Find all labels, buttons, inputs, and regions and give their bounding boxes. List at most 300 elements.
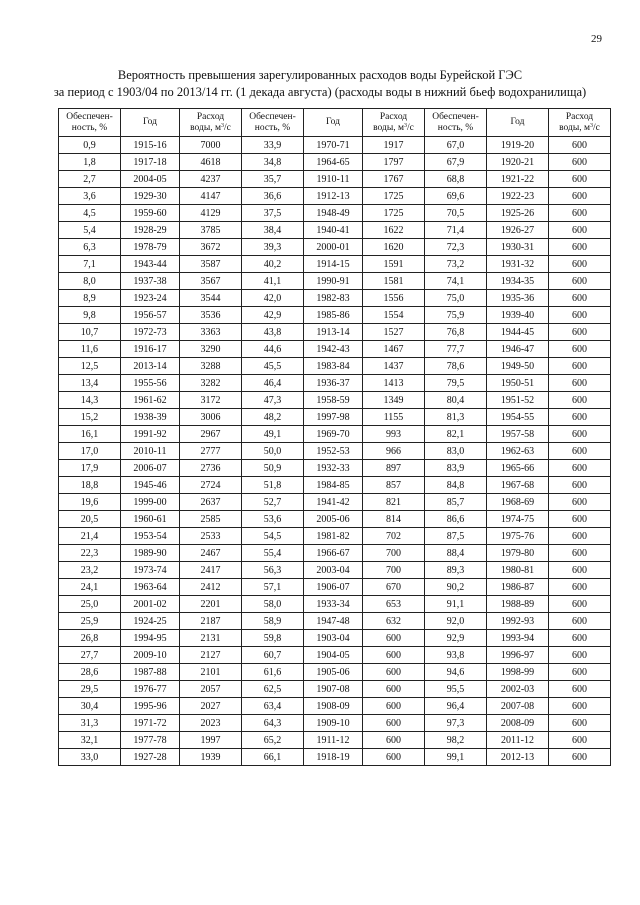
year-cell: 1950-51 [487,375,549,392]
year-cell: 1941-42 [304,494,363,511]
probability-cell: 32,1 [59,732,121,749]
flow-cell: 857 [363,477,425,494]
probability-cell: 1,8 [59,154,121,171]
probability-cell: 28,6 [59,664,121,681]
flow-cell: 600 [549,341,611,358]
flow-cell: 1620 [363,239,425,256]
probability-cell: 50,0 [242,443,304,460]
probability-cell: 57,1 [242,579,304,596]
probability-cell: 35,7 [242,171,304,188]
flow-cell: 4618 [180,154,242,171]
flow-cell: 3587 [180,256,242,273]
year-cell: 1996-97 [487,647,549,664]
year-cell: 1942-43 [304,341,363,358]
flow-cell: 600 [549,528,611,545]
table-body [59,137,611,766]
header-flow: Расход воды, $м^3/с$ [549,109,611,137]
probability-cell: 69,6 [425,188,487,205]
year-cell: 1932-33 [304,460,363,477]
flow-cell: 600 [549,579,611,596]
table-row [59,426,611,443]
probability-cell: 94,6 [425,664,487,681]
year-cell: 2010-11 [121,443,180,460]
flow-cell: 4237 [180,171,242,188]
table-header-row [59,109,611,137]
year-cell: 1968-69 [487,494,549,511]
flow-cell: 3282 [180,375,242,392]
probability-cell: 89,3 [425,562,487,579]
probability-cell: 54,5 [242,528,304,545]
year-cell: 1937-38 [121,273,180,290]
year-cell: 1952-53 [304,443,363,460]
flow-cell: 600 [549,324,611,341]
year-cell: 1995-96 [121,698,180,715]
probability-cell: 42,0 [242,290,304,307]
year-cell: 1997-98 [304,409,363,426]
probability-cell: 81,3 [425,409,487,426]
year-cell: 1957-58 [487,426,549,443]
probability-cell: 98,2 [425,732,487,749]
table-row [59,494,611,511]
probability-cell: 33,9 [242,137,304,154]
flow-cell: 3544 [180,290,242,307]
flow-cell: 600 [549,511,611,528]
probability-cell: 39,3 [242,239,304,256]
year-cell: 1908-09 [304,698,363,715]
probability-cell: 51,8 [242,477,304,494]
year-cell: 1998-99 [487,664,549,681]
probability-cell: 33,0 [59,749,121,766]
probability-cell: 6,3 [59,239,121,256]
flow-cell: 1725 [363,188,425,205]
flow-cell: 1917 [363,137,425,154]
flow-cell: 600 [549,239,611,256]
flow-cell: 600 [549,137,611,154]
flow-cell: 1797 [363,154,425,171]
flow-cell: 600 [549,596,611,613]
table-row [59,256,611,273]
flow-cell: 600 [549,205,611,222]
year-cell: 1940-41 [304,222,363,239]
year-cell: 1984-85 [304,477,363,494]
flow-cell: 600 [549,188,611,205]
year-cell: 1967-68 [487,477,549,494]
flow-cell: 2467 [180,545,242,562]
year-cell: 2011-12 [487,732,549,749]
flow-cell: 600 [549,749,611,766]
table-row [59,341,611,358]
flow-cell: 3672 [180,239,242,256]
flow-cell: 1413 [363,375,425,392]
probability-cell: 13,4 [59,375,121,392]
year-cell: 1924-25 [121,613,180,630]
probability-cell: 67,9 [425,154,487,171]
probability-cell: 10,7 [59,324,121,341]
flow-cell: 966 [363,443,425,460]
probability-cell: 34,8 [242,154,304,171]
probability-cell: 74,1 [425,273,487,290]
probability-cell: 20,5 [59,511,121,528]
flow-cell: 600 [363,698,425,715]
flow-cell: 1467 [363,341,425,358]
probability-cell: 90,2 [425,579,487,596]
probability-cell: 68,8 [425,171,487,188]
header-probability: Обеспечен- ность, % [242,109,304,137]
probability-cell: 17,9 [59,460,121,477]
probability-cell: 92,9 [425,630,487,647]
probability-cell: 80,4 [425,392,487,409]
year-cell: 1906-07 [304,579,363,596]
year-cell: 1935-36 [487,290,549,307]
flow-cell: 1349 [363,392,425,409]
header-flow: Расход воды, $м^3/с$ [363,109,425,137]
year-cell: 1965-66 [487,460,549,477]
flow-cell: 600 [549,613,611,630]
probability-cell: 85,7 [425,494,487,511]
table-row [59,681,611,698]
year-cell: 1992-93 [487,613,549,630]
flow-cell: 2023 [180,715,242,732]
year-cell: 1904-05 [304,647,363,664]
flow-cell: 3172 [180,392,242,409]
probability-cell: 86,6 [425,511,487,528]
table-row [59,545,611,562]
probability-cell: 62,5 [242,681,304,698]
table-row [59,324,611,341]
probability-cell: 11,6 [59,341,121,358]
probability-cell: 63,4 [242,698,304,715]
year-cell: 1919-20 [487,137,549,154]
year-cell: 1905-06 [304,664,363,681]
probability-cell: 83,0 [425,443,487,460]
flow-cell: 600 [549,222,611,239]
probability-cell: 42,9 [242,307,304,324]
probability-cell: 56,3 [242,562,304,579]
year-cell: 1910-11 [304,171,363,188]
year-cell: 1979-80 [487,545,549,562]
probability-cell: 2,7 [59,171,121,188]
year-cell: 1939-40 [487,307,549,324]
table-row [59,630,611,647]
flow-cell: 600 [549,647,611,664]
probability-cell: 15,2 [59,409,121,426]
flow-cell: 600 [549,460,611,477]
year-cell: 1907-08 [304,681,363,698]
probability-cell: 61,6 [242,664,304,681]
year-cell: 1936-37 [304,375,363,392]
flow-cell: 3290 [180,341,242,358]
flow-cell: 2101 [180,664,242,681]
year-cell: 1977-78 [121,732,180,749]
year-cell: 1948-49 [304,205,363,222]
table-row [59,562,611,579]
probability-cell: 12,5 [59,358,121,375]
probability-cell: 26,8 [59,630,121,647]
flow-cell: 600 [363,664,425,681]
flow-cell: 1939 [180,749,242,766]
flow-cell: 993 [363,426,425,443]
flow-cell: 600 [549,171,611,188]
probability-cell: 59,8 [242,630,304,647]
probability-cell: 16,1 [59,426,121,443]
year-cell: 1985-86 [304,307,363,324]
flow-cell: 7000 [180,137,242,154]
probability-cell: 91,1 [425,596,487,613]
flow-cell: 2057 [180,681,242,698]
year-cell: 2012-13 [487,749,549,766]
probability-cell: 23,2 [59,562,121,579]
probability-cell: 52,7 [242,494,304,511]
probability-cell: 25,9 [59,613,121,630]
year-cell: 2005-06 [304,511,363,528]
year-cell: 1954-55 [487,409,549,426]
year-cell: 1993-94 [487,630,549,647]
probability-cell: 49,1 [242,426,304,443]
flow-cell: 3363 [180,324,242,341]
year-cell: 1927-28 [121,749,180,766]
year-cell: 1934-35 [487,273,549,290]
year-cell: 1962-63 [487,443,549,460]
year-cell: 2004-05 [121,171,180,188]
table-row [59,358,611,375]
flow-cell: 600 [363,681,425,698]
year-cell: 1917-18 [121,154,180,171]
flow-cell: 600 [363,749,425,766]
year-cell: 1969-70 [304,426,363,443]
flow-cell: 600 [549,358,611,375]
flow-cell: 1437 [363,358,425,375]
probability-cell: 24,1 [59,579,121,596]
header-flow: Расход воды, $м^3/с$ [180,109,242,137]
year-cell: 1983-84 [304,358,363,375]
flow-cell: 600 [549,409,611,426]
probability-cell: 99,1 [425,749,487,766]
flow-cell: 600 [549,545,611,562]
table-row [59,239,611,256]
probability-cell: 40,2 [242,256,304,273]
probability-cell: 55,4 [242,545,304,562]
probability-cell: 84,8 [425,477,487,494]
flow-cell: 600 [549,392,611,409]
year-cell: 2001-02 [121,596,180,613]
probability-cell: 95,5 [425,681,487,698]
year-cell: 1925-26 [487,205,549,222]
flow-cell: 600 [549,698,611,715]
header-probability: Обеспечен- ность, % [59,109,121,137]
flow-cell: 2127 [180,647,242,664]
year-cell: 1922-23 [487,188,549,205]
probability-cell: 53,6 [242,511,304,528]
flow-cell: 600 [549,664,611,681]
probability-cell: 71,4 [425,222,487,239]
probability-cell: 14,3 [59,392,121,409]
flow-cell: 600 [549,154,611,171]
probability-cell: 66,1 [242,749,304,766]
probability-cell: 58,0 [242,596,304,613]
year-cell: 1976-77 [121,681,180,698]
flow-cell: 600 [549,290,611,307]
page-number: 29 [591,33,602,45]
year-cell: 1949-50 [487,358,549,375]
table-row [59,443,611,460]
probability-cell: 46,4 [242,375,304,392]
year-cell: 1921-22 [487,171,549,188]
probability-table [58,108,611,766]
probability-cell: 18,8 [59,477,121,494]
probability-cell: 50,9 [242,460,304,477]
probability-cell: 43,8 [242,324,304,341]
flow-cell: 600 [549,307,611,324]
table-row [59,613,611,630]
year-cell: 1914-15 [304,256,363,273]
year-cell: 1989-90 [121,545,180,562]
year-cell: 1928-29 [121,222,180,239]
header-probability: Обеспечен- ность, % [425,109,487,137]
table-row [59,290,611,307]
year-cell: 1971-72 [121,715,180,732]
flow-cell: 4129 [180,205,242,222]
table-row [59,154,611,171]
table-row [59,273,611,290]
year-cell: 1972-73 [121,324,180,341]
probability-cell: 31,3 [59,715,121,732]
year-cell: 1933-34 [304,596,363,613]
flow-cell: 653 [363,596,425,613]
flow-cell: 702 [363,528,425,545]
flow-cell: 2201 [180,596,242,613]
year-cell: 1953-54 [121,528,180,545]
flow-cell: 600 [363,630,425,647]
probability-cell: 78,6 [425,358,487,375]
probability-cell: 82,1 [425,426,487,443]
year-cell: 1982-83 [304,290,363,307]
probability-cell: 38,4 [242,222,304,239]
flow-cell: 600 [549,443,611,460]
flow-cell: 2585 [180,511,242,528]
header-year: Год [304,109,363,137]
probability-cell: 75,9 [425,307,487,324]
year-cell: 1964-65 [304,154,363,171]
probability-cell: 9,8 [59,307,121,324]
flow-cell: 3567 [180,273,242,290]
year-cell: 1947-48 [304,613,363,630]
probability-cell: 48,2 [242,409,304,426]
probability-cell: 29,5 [59,681,121,698]
probability-cell: 8,0 [59,273,121,290]
table-row [59,188,611,205]
flow-cell: 1622 [363,222,425,239]
flow-cell: 600 [549,426,611,443]
year-cell: 1943-44 [121,256,180,273]
year-cell: 1912-13 [304,188,363,205]
probability-cell: 87,5 [425,528,487,545]
flow-cell: 600 [549,256,611,273]
flow-cell: 600 [549,477,611,494]
flow-cell: 1767 [363,171,425,188]
year-cell: 1909-10 [304,715,363,732]
year-cell: 1961-62 [121,392,180,409]
table-row [59,375,611,392]
table-row [59,477,611,494]
flow-cell: 3785 [180,222,242,239]
year-cell: 1963-64 [121,579,180,596]
probability-cell: 3,6 [59,188,121,205]
probability-cell: 0,9 [59,137,121,154]
probability-cell: 44,6 [242,341,304,358]
flow-cell: 600 [549,681,611,698]
table-row [59,664,611,681]
flow-cell: 2533 [180,528,242,545]
flow-cell: 2967 [180,426,242,443]
year-cell: 1999-00 [121,494,180,511]
year-cell: 2003-04 [304,562,363,579]
flow-cell: 3536 [180,307,242,324]
table-row [59,137,611,154]
flow-cell: 600 [363,715,425,732]
year-cell: 1970-71 [304,137,363,154]
table-row [59,732,611,749]
year-cell: 1975-76 [487,528,549,545]
flow-cell: 2417 [180,562,242,579]
flow-cell: 1554 [363,307,425,324]
year-cell: 1966-67 [304,545,363,562]
year-cell: 1916-17 [121,341,180,358]
year-cell: 1988-89 [487,596,549,613]
probability-cell: 4,5 [59,205,121,222]
year-cell: 1981-82 [304,528,363,545]
year-cell: 1926-27 [487,222,549,239]
probability-cell: 75,0 [425,290,487,307]
document-title-line2: за период с 1903/04 по 2013/14 гг. (1 декада августа) (расходы воды в нижний бьеф водохранилища) [53,85,587,99]
flow-cell: 1725 [363,205,425,222]
header-year: Год [487,109,549,137]
table-row [59,205,611,222]
year-cell: 2006-07 [121,460,180,477]
flow-cell: 600 [363,732,425,749]
probability-cell: 97,3 [425,715,487,732]
flow-cell: 600 [549,273,611,290]
flow-cell: 1155 [363,409,425,426]
year-cell: 1911-12 [304,732,363,749]
flow-cell: 1581 [363,273,425,290]
flow-cell: 1556 [363,290,425,307]
table-row [59,460,611,477]
year-cell: 2002-03 [487,681,549,698]
year-cell: 1951-52 [487,392,549,409]
year-cell: 1980-81 [487,562,549,579]
year-cell: 1929-30 [121,188,180,205]
year-cell: 2009-10 [121,647,180,664]
year-cell: 1913-14 [304,324,363,341]
year-cell: 1920-21 [487,154,549,171]
probability-cell: 19,6 [59,494,121,511]
year-cell: 1986-87 [487,579,549,596]
probability-cell: 41,1 [242,273,304,290]
header-year: Год [121,109,180,137]
year-cell: 1973-74 [121,562,180,579]
probability-cell: 36,6 [242,188,304,205]
probability-cell: 30,4 [59,698,121,715]
probability-cell: 77,7 [425,341,487,358]
flow-cell: 3006 [180,409,242,426]
probability-cell: 93,8 [425,647,487,664]
year-cell: 1994-95 [121,630,180,647]
flow-cell: 4147 [180,188,242,205]
table-row [59,715,611,732]
year-cell: 1960-61 [121,511,180,528]
year-cell: 2007-08 [487,698,549,715]
probability-cell: 73,2 [425,256,487,273]
